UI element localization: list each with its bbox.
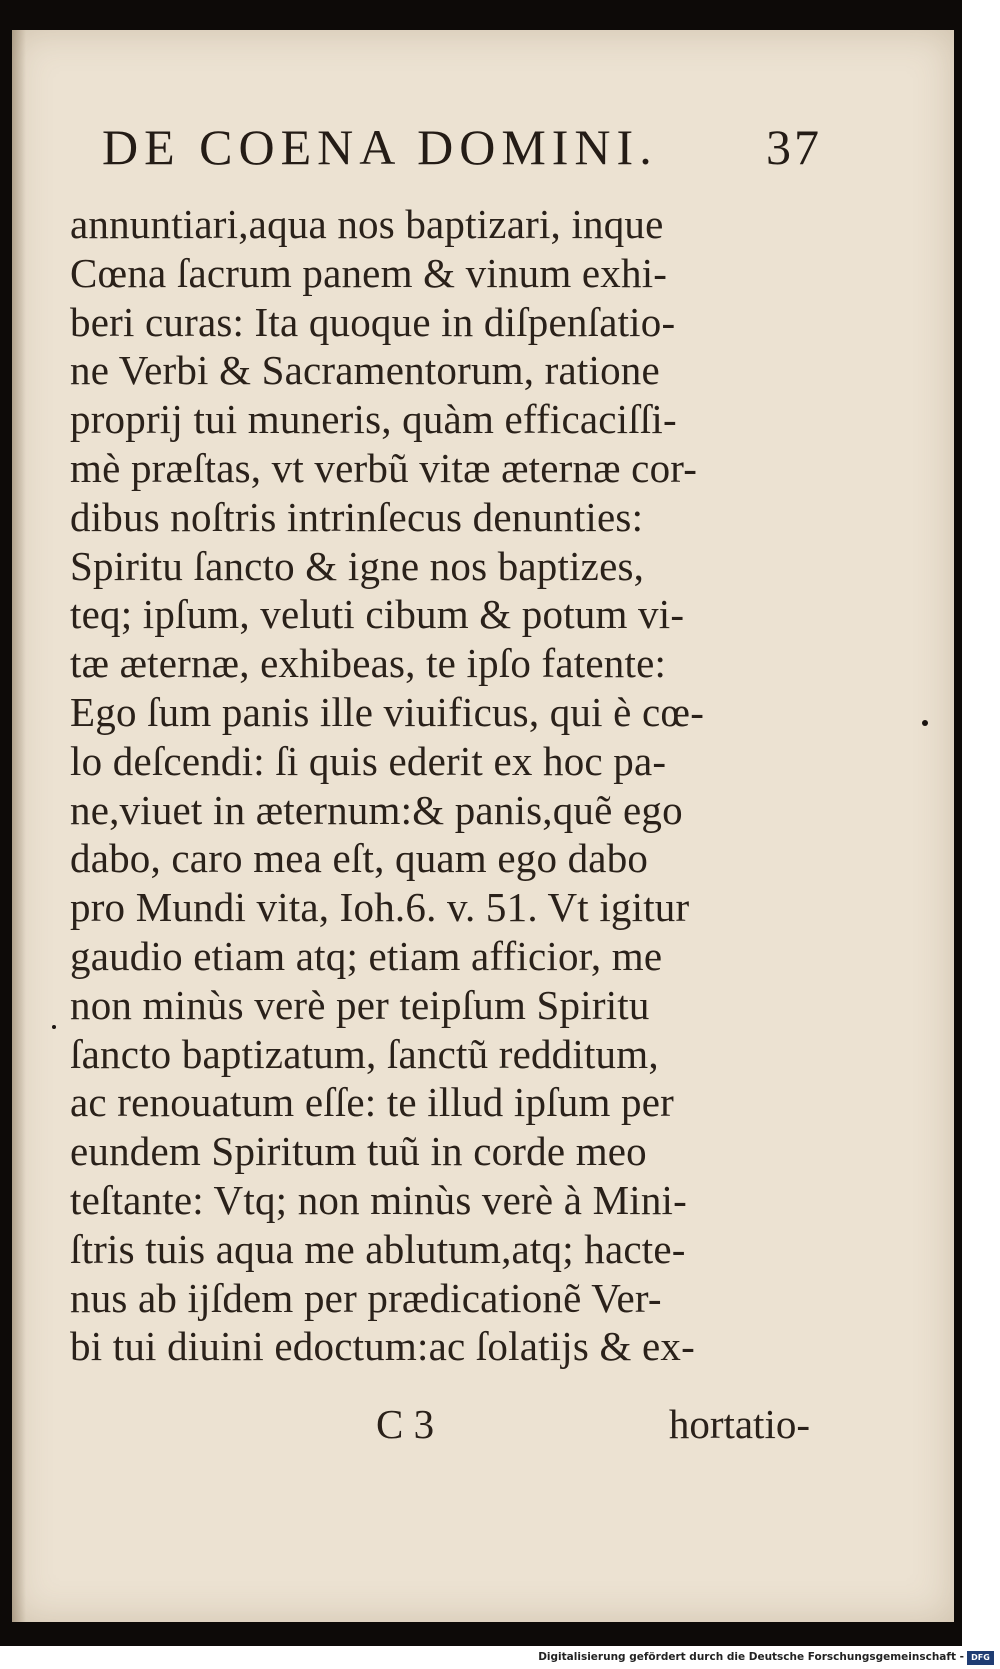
text-line: lo deſcendi: ſi quis ederit ex hoc pa- (70, 737, 667, 784)
text-line: Spiritu ſancto & igne nos baptizes, (70, 542, 645, 589)
funding-credit: Digitalisierung gefördert durch die Deutsche Forschungsgemeinschaft - (538, 1651, 964, 1663)
text-line: teq; ipſum, veluti cibum & potum vi- (70, 591, 685, 638)
text-line: Ego ſum panis ille viuificus, qui è cœ- (70, 688, 705, 735)
credit-bar (0, 1650, 1000, 1669)
text-line: nus ab ijſdem per prædicationẽ Ver- (70, 1274, 662, 1321)
ink-speck (52, 1025, 56, 1029)
text-line: proprij tui muneris, quàm efficaciſſi- (70, 396, 677, 443)
ink-speck (922, 720, 928, 726)
text-line: annuntiari,aqua nos baptizari, inque (70, 201, 664, 247)
text-line: teſtante: Vtq; non minùs verè à Mini- (70, 1176, 687, 1223)
catchword: hortatio- (668, 1401, 810, 1447)
text-line: gaudio etiam atq; etiam afficior, me (70, 932, 663, 979)
text-line: mè præſtas, vt verbũ vitæ æternæ cor- (70, 444, 698, 491)
text-line: ac renouatum eſſe: te illud ipſum per (70, 1079, 674, 1126)
page-number: 37 (766, 119, 822, 175)
text-line: ſancto baptizatum, ſanctũ redditum, (70, 1030, 659, 1077)
text-line: eundem Spiritum tuũ in corde meo (70, 1128, 647, 1175)
text-line: dibus noſtris intrinſecus denunties: (70, 493, 644, 540)
text-line: tæ æternæ, exhibeas, te ipſo fatente: (70, 640, 667, 687)
text-line: ne Verbi & Sacramentorum, ratione (70, 347, 660, 394)
text-line: dabo, caro mea eſt, quam ego dabo (70, 835, 649, 882)
text-line: ſtris tuis aqua me ablutum,atq; hacte- (70, 1225, 686, 1272)
text-line: bi tui diuini edoctum:ac ſolatijs & ex- (70, 1323, 695, 1370)
text-line: beri curas: Ita quoque in diſpenſatio- (70, 298, 676, 345)
text-line: pro Mundi vita, Ioh.6. v. 51. Vt igitur (70, 884, 690, 931)
signature-mark: C 3 (376, 1401, 435, 1447)
body-text (70, 200, 810, 1371)
running-head (102, 118, 822, 188)
text-line: non minùs verè per teipſum Spiritu (70, 981, 650, 1028)
text-line: ne,viuet in æternum:& panis,quẽ ego (70, 786, 683, 833)
text-line: Cœna ſacrum panem & vinum exhi- (70, 249, 668, 296)
dfg-logo-icon: DFG (967, 1651, 994, 1665)
page-footer (70, 1400, 810, 1456)
running-head-title: DE COENA DOMINI. (102, 119, 658, 175)
